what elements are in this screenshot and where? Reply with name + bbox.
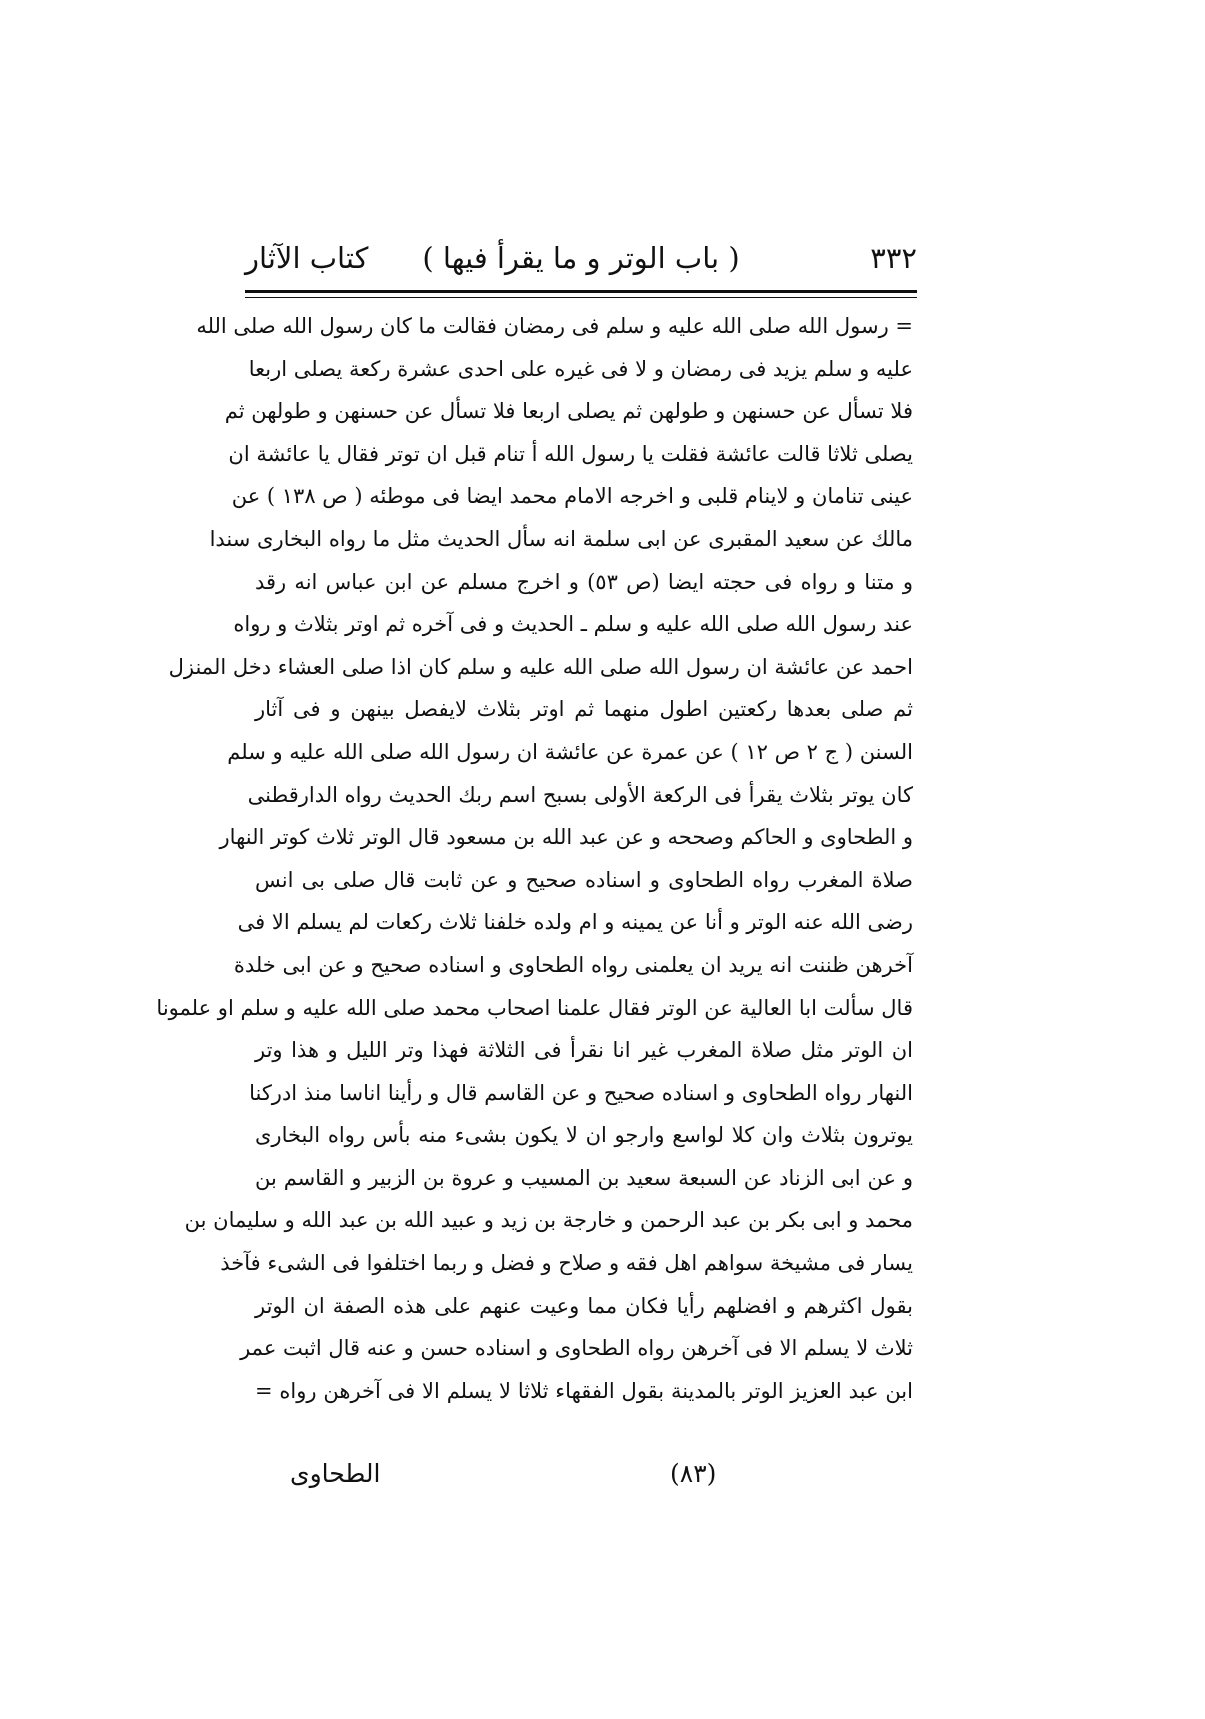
text-line: ثم صلى بعدها ركعتين اطول منهما ثم اوتر بثلاث لايفصل بينهن و فى آثار <box>255 697 913 722</box>
text-line: آخرهن ظننت انه يريد ان يعلمنى رواه الطحاوى و اسناده صحيح و عن ابى خلدة <box>233 952 913 977</box>
text-line: كان يوتر بثلاث يقرأ فى الركعة الأولى بسبح اسم ربك الحديث رواه الدارقطنى <box>247 782 913 807</box>
text-line: عينى تنامان و لاينام قلبى و اخرجه الامام محمد ايضا فى موطئه ( ص ١٣٨ ) عن <box>231 484 913 509</box>
text-line: يسار فى مشيخة سواهم اهل فقه و صلاح و فضل و ربما اختلفوا فى الشىء فآخذ <box>220 1251 913 1276</box>
text-line: ابن عبد العزيز الوتر بالمدينة بقول الفقهاء ثلاثا لا يسلم الا فى آخرهن رواه = <box>255 1378 913 1403</box>
page-number: ٣٣٢ <box>870 241 917 275</box>
text-line: رضى الله عنه الوتر و أنا عن يمينه و ام ولده خلفنا ثلاث ركعات لم يسلم الا فى <box>237 910 913 935</box>
text-line: السنن ( ج ٢ ص ١٢ ) عن عمرة عن عائشة ان رسول الله صلى الله عليه و سلم <box>227 739 913 764</box>
catchword: الطحاوى <box>290 1459 381 1488</box>
text-line: و متنا و رواه فى حجته ايضا (ص ٥٣) و اخرج مسلم عن ابن عباس انه رقد <box>255 569 913 594</box>
text-line: يوترون بثلاث وان كلا لواسع وارجو ان لا يكون بشىء منه بأس رواه البخارى <box>255 1123 913 1148</box>
text-line: و عن ابى الزناد عن السبعة سعيد بن المسيب و عروة بن الزبير و القاسم بن <box>255 1165 913 1190</box>
text-line: = رسول الله صلى الله عليه و سلم فى رمضان فقالت ما كان رسول الله صلى الله <box>196 314 913 338</box>
signature-mark: (٨٣) <box>670 1459 717 1488</box>
text-line: صلاة المغرب رواه الطحاوى و اسناده صحيح و عن ثابت قال صلى بى انس <box>255 867 913 892</box>
page-header <box>245 236 917 286</box>
text-line: عند رسول الله صلى الله عليه و سلم ـ الحديث و فى آخره ثم اوتر بثلاث و رواه <box>233 612 913 637</box>
header-rule-thin <box>245 297 917 298</box>
text-line: عليه و سلم يزيد فى رمضان و لا فى غيره على احدى عشرة ركعة يصلى اربعا <box>248 356 913 381</box>
text-line: النهار رواه الطحاوى و اسناده صحيح و عن القاسم قال و رأينا اناسا منذ ادركنا <box>249 1080 913 1105</box>
text-line: قال سألت ابا العالية عن الوتر فقال علمنا اصحاب محمد صلى الله عليه و سلم او علمونا <box>156 995 913 1020</box>
text-line: و الطحاوى و الحاكم وصححه و عن عبد الله بن مسعود قال الوتر ثلاث كوتر النهار <box>219 825 913 850</box>
text-line: مالك عن سعيد المقبرى عن ابى سلمة انه سأل الحديث مثل ما رواه البخارى سندا <box>209 526 913 551</box>
text-line: فلا تسأل عن حسنهن و طولهن ثم يصلى اربعا فلا تسأل عن حسنهن و طولهن ثم <box>224 399 913 424</box>
chapter-title: ( باب الوتر و ما يقرأ فيها ) <box>422 241 740 275</box>
text-line: يصلى ثلاثا قالت عائشة فقلت يا رسول الله أ تنام قبل ان توتر فقال يا عائشة ان <box>228 441 913 466</box>
header-rule-thick <box>245 290 917 293</box>
text-line: محمد و ابى بكر بن عبد الرحمن و خارجة بن زيد و عبيد الله بن عبد الله و سليمان بن <box>184 1208 913 1233</box>
book-title: كتاب الآثار <box>245 241 369 275</box>
text-line: احمد عن عائشة ان رسول الله صلى الله عليه و سلم كان اذا صلى العشاء دخل المنزل <box>168 654 913 679</box>
text-line: ثلاث لا يسلم الا فى آخرهن رواه الطحاوى و اسناده حسن و عنه قال اثبت عمر <box>240 1336 913 1361</box>
page-footer <box>245 1452 917 1502</box>
text-line: بقول اكثرهم و افضلهم رأيا فكان مما وعيت عنهم على هذه الصفة ان الوتر <box>255 1293 913 1318</box>
text-line: ان الوتر مثل صلاة المغرب غير انا نقرأ فى الثلاثة فهذا وتر الليل و هذا وتر <box>255 1038 913 1063</box>
body-text <box>156 305 913 1412</box>
